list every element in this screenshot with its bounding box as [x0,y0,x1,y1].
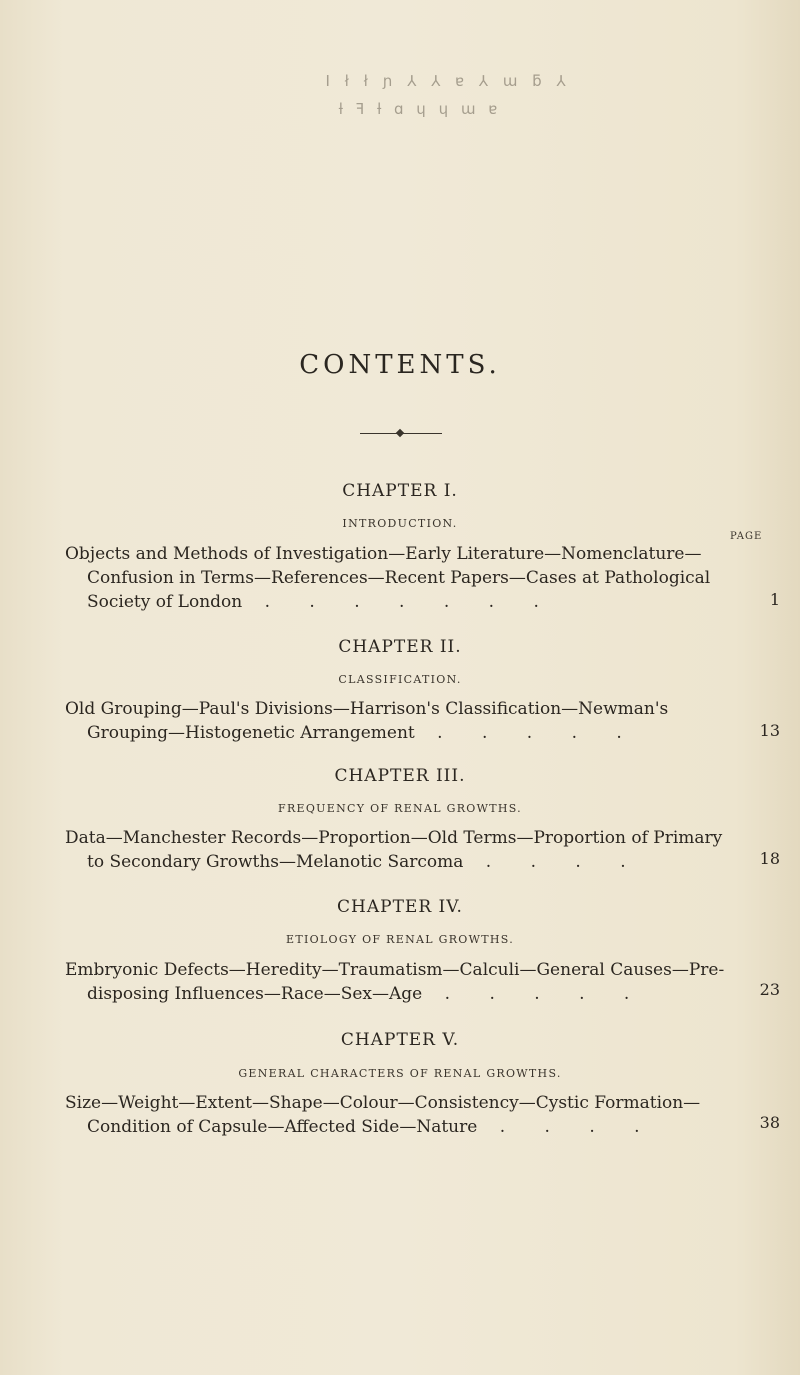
chapter-subtitle: CLASSIFICATION. [338,673,462,686]
chapter-title: CHAPTER V. [340,1030,460,1050]
chapter-summary [65,542,765,614]
chapter-subtitle: GENERAL CHARACTERS OF RENAL GROWTHS. [238,1067,562,1080]
summary-text: Condition of Capsule—Affected Side—Nature [87,1117,478,1137]
chapter-title: CHAPTER IV. [337,897,463,917]
chapter-page-number: 18 [759,849,780,868]
summary-line: Data—Manchester Records—Proportion—Old Terms—Proportion of Primary [65,828,723,848]
chapter-summary [65,1091,765,1139]
divider-ornament-icon [396,429,404,437]
chapter-title: CHAPTER III. [334,766,466,786]
leader-dots: . . . . . [414,723,639,743]
chapter-page-number: 23 [759,980,780,999]
chapter-page-number: 13 [759,721,780,740]
summary-line: Old Grouping—Paul's Divisions—Harrison's Classification—Newman's [65,699,669,719]
chapter-summary [65,697,765,745]
chapter-title: CHAPTER II. [338,637,462,657]
leader-dots: . . . . [477,1117,657,1137]
chapter-summary [65,958,765,1006]
summary-text: to Secondary Growths—Melanotic Sarcoma [87,852,464,872]
chapter-subtitle: ETIOLOGY OF RENAL GROWTHS. [286,933,514,946]
chapter-subtitle: FREQUENCY OF RENAL GROWTHS. [278,802,522,815]
library-stamp-line-1: I ł ł ɲ ⅄ ⅄ ɐ ⅄ ɯ ƃ ⅄ [325,72,571,90]
summary-line: Objects and Methods of Investigation—Early Literature—Nomenclature— [65,544,702,564]
summary-line [65,850,765,874]
leader-dots: . . . . [463,852,643,872]
chapter-page-number: 1 [769,590,780,609]
summary-line [65,982,765,1006]
summary-text: disposing Influences—Race—Sex—Age [87,984,423,1004]
chapter-summary [65,826,765,874]
chapter-title: CHAPTER I. [342,481,458,501]
library-stamp-line-2: ƚ ꟻ ƚ ɑ ɥ ɥ ɯ ɐ [338,100,502,118]
summary-line [65,1115,765,1139]
summary-line: Embryonic Defects—Heredity—Traumatism—Calculi—General Causes—Pre- [65,960,725,980]
leader-dots: . . . . . [422,984,647,1004]
summary-line [65,590,765,614]
chapter-page-number: 38 [759,1113,780,1132]
summary-line: Confusion in Terms—References—Recent Papers—Cases at Pathological [87,568,711,588]
chapter-subtitle: INTRODUCTION. [342,517,458,530]
summary-text: Society of London [87,592,243,612]
summary-line [65,721,765,745]
summary-line: Size—Weight—Extent—Shape—Colour—Consistency—Cystic Formation— [65,1093,701,1113]
leader-dots: . . . . . . . [242,592,556,612]
page-column-label: PAGE [730,531,763,542]
summary-text: Grouping—Histogenetic Arrangement [87,723,415,743]
page-title: CONTENTS. [299,350,501,380]
